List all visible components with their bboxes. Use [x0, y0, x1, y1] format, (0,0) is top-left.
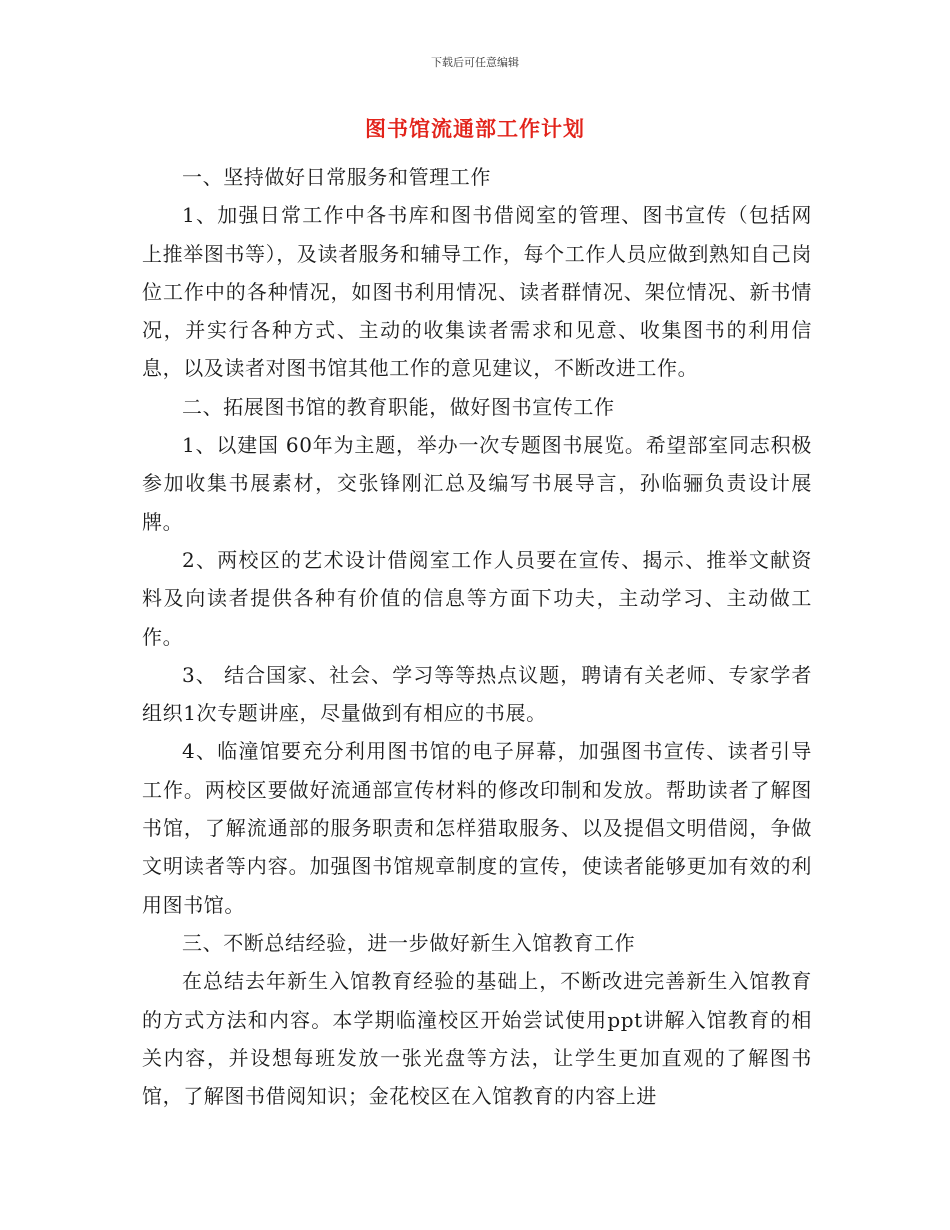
paragraph: 在总结去年新生入馆教育经验的基础上，不断改进完善新生入馆教育的方式方法和内容。本学期临潼校区开始尝试使用ppt讲解入馆教育的相关内容，并设想每班发放一张光盘等方法，让学生更加直观的了解图书馆，了解图书借阅知识；金花校区在入馆教育的内容上进 — [142, 969, 812, 1109]
document-title: 图书馆流通部工作计划 — [365, 117, 585, 141]
paragraph: 4、临潼馆要充分利用图书馆的电子屏幕，加强图书宣传、读者引导工作。两校区要做好流通部宣传材料的修改印制和发放。帮助读者了解图书馆，了解流通部的服务职责和怎样猎取服务、以及提倡文明借阅，争做文明读者等内容。加强图书馆规章制度的宣传，使读者能够更加有效的利用图书馆。 — [142, 739, 812, 917]
document-body — [142, 158, 812, 1115]
paragraph: 1、加强日常工作中各书库和图书借阅室的管理、图书宣传（包括网上推举图书等），及读者服务和辅导工作，每个工作人员应做到熟知自己岗位工作中的各种情况，如图书利用情况、读者群情况、架位情况、新书情况，并实行各种方式、主动的收集读者需求和见意、收集图书的利用信息，以及读者对图书馆其他工作的意见建议，不断改进工作。 — [142, 203, 812, 381]
header-note: 下载后可任意编辑 — [431, 56, 519, 69]
section-heading-1: 一、坚持做好日常服务和管理工作 — [182, 165, 491, 189]
paragraph: 3、 结合国家、社会、学习等等热点议题，聘请有关老师、专家学者组织1次专题讲座，尽量做到有相应的书展。 — [142, 662, 812, 726]
paragraph: 2、两校区的艺术设计借阅室工作人员要在宣传、揭示、推举文献资料及向读者提供各种有价值的信息等方面下功夫，主动学习、主动做工作。 — [142, 547, 812, 649]
section-heading-2: 二、拓展图书馆的教育职能，做好图书宣传工作 — [182, 394, 615, 419]
section-heading-3: 三、不断总结经验，进一步做好新生入馆教育工作 — [182, 930, 636, 955]
paragraph: 1、以建国 60年为主题，举办一次专题图书展览。希望部室同志积极参加收集书展素材，交张锋刚汇总及编写书展导言，孙临骊负责设计展牌。 — [142, 433, 812, 534]
